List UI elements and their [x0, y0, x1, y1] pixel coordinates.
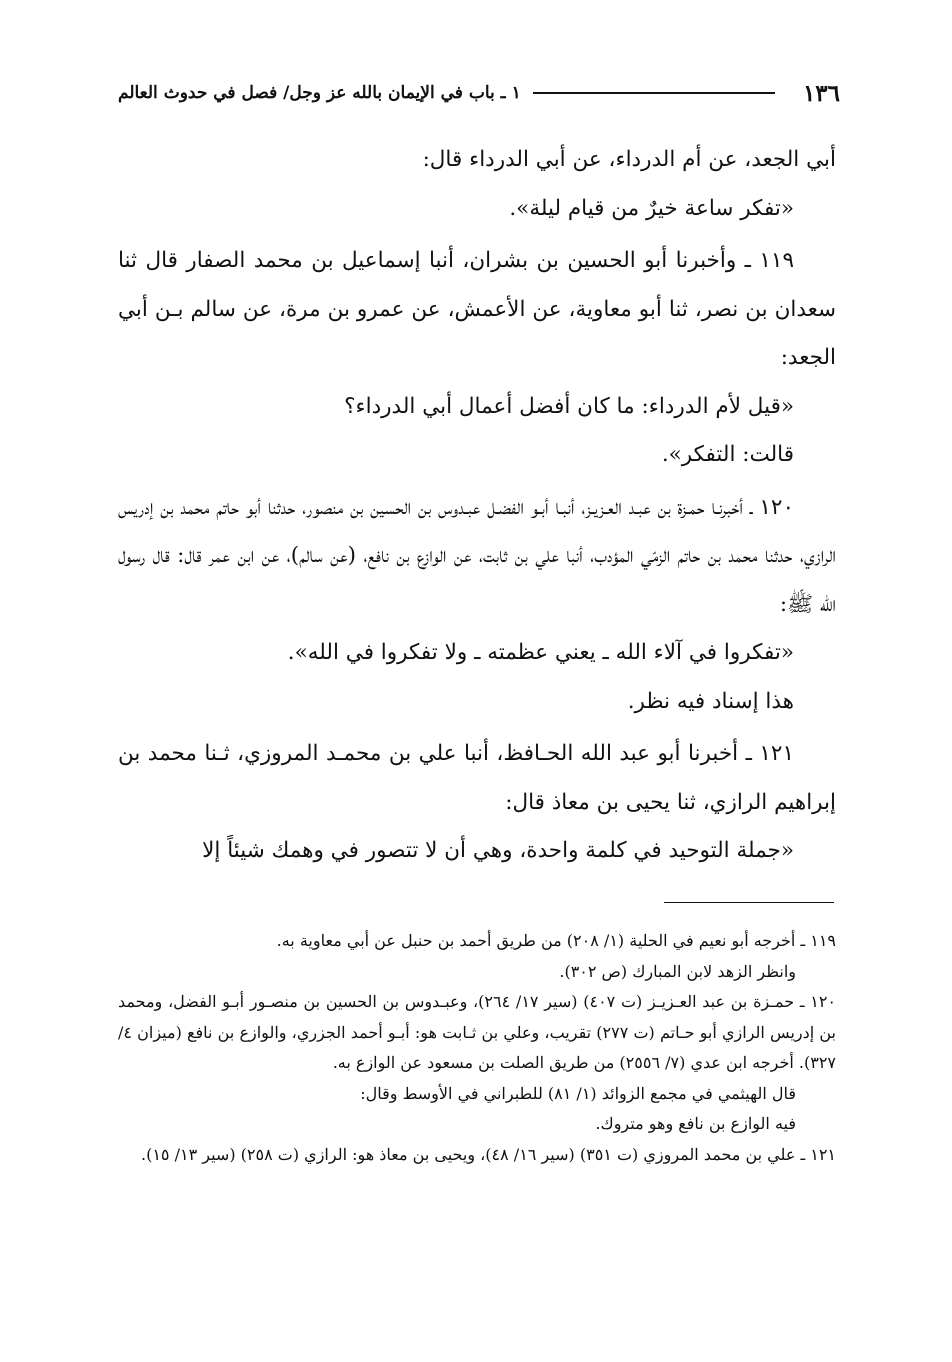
quote-paragraph: «تفكر ساعة خيرٌ من قيام ليلة».	[509, 195, 794, 221]
quote-paragraph: قالت: التفكر».	[661, 442, 794, 467]
hadith-121-paragraph: ١٢١ ـ أخبرنا أبو عبد الله الحـافظ، أنبا علي بن محمـد المروزي، ثـنا محمد بن إبراهيم الرازي، ثنا يحيى بن معاذ قال:	[118, 741, 836, 815]
footnote-120-continuation: قال الهيثمي في مجمع الزوائد (١/ ٨١) للطبراني في الأوسط وقال:	[360, 1083, 796, 1103]
hadith-120-paragraph: ١٢٠ ـ أخبرنـا حمـزة بن عبـد العـزيـز، أنبـا أبـو الفضـل عبـدوس بن الحسين بن منصور، حدثنا أبو حاتم محمد بن إدريس الرازي، حدثنا محمد بن حاتم الزمّي المؤدب، أنبا علي بن ثابت، عن الوازع بن نافع، (عن سالم)، عن ابن عمر قال: قال رسول الله ﷺ:	[117, 494, 836, 617]
page-header	[118, 78, 840, 108]
footnote-119: ١١٩ ـ أخرجه أبو نعيم في الحلية (١/ ٢٠٨) من طريق أحمد بن حنبل عن أبي معاوية به.	[276, 931, 836, 950]
footnote-119-continuation: وانظر الزهد لابن المبارك (ص ٣٠٢).	[559, 961, 796, 981]
body-line: أبي الجعد، عن أم الدرداء، عن أبي الدرداء قال:	[422, 147, 836, 172]
footnote-separator	[664, 902, 834, 903]
hadith-119-paragraph: ١١٩ ـ وأخبرنا أبو الحسين بن بشران، أنبا إسماعيل بن محمد الصفار قال ثنا سعدان بن نصر، ثنا أبو معاوية، عن الأعمش، عن عمرو بن مرة، عن سالم بـن أبي الجعد:	[118, 248, 836, 370]
page-number: ١٣٦	[802, 79, 840, 107]
quote-paragraph: «جملة التوحيد في كلمة واحدة، وهي أن لا تتصور في وهمك شيئاً إلا	[202, 838, 794, 863]
footnote-120-continuation: فيه الوازع بن نافع وهو متروك.	[595, 1114, 796, 1133]
main-text	[118, 136, 836, 876]
footnotes	[118, 926, 836, 1170]
header-rule	[533, 92, 775, 94]
footnote-121: ١٢١ ـ علي بن محمد المروزي (ت ٣٥١) (سير ١٦/ ٤٨)، ويحيى بن معاذ هو: الرازي (ت ٢٥٨) (سير ١٣/ ١٥).	[141, 1144, 836, 1164]
running-title: ١ ـ باب في الإيمان بالله عز وجل/ فصل في حدوث العالم	[118, 83, 521, 103]
remark-paragraph: هذا إسناد فيه نظر.	[627, 688, 794, 714]
footnote-120: ١٢٠ ـ حمـزة بن عبد العـزيـز (ت ٤٠٧) (سير ١٧/ ٢٦٤)، وعبـدوس بن الحسين بن منصـور أبـو الفضل، ومحمد بن إدريس الرازي أبو حـاتم (ت ٢٧٧) تقريب، وعلي بن ثـابت هو: أبـو أحمد الجزري، والوازع بن نافع (ميزان ٤/ ٣٢٧). أخرجه ابن عدي (٧/ ٢٥٥٦) من طريق الصلت بن مسعود عن الوازع به.	[118, 992, 837, 1072]
quote-paragraph: «تفكروا في آلاء الله ـ يعني عظمته ـ ولا تفكروا في الله».	[287, 640, 794, 665]
quote-paragraph: «قيل لأم الدرداء: ما كان أفضل أعمال أبي الدرداء؟	[344, 393, 794, 419]
